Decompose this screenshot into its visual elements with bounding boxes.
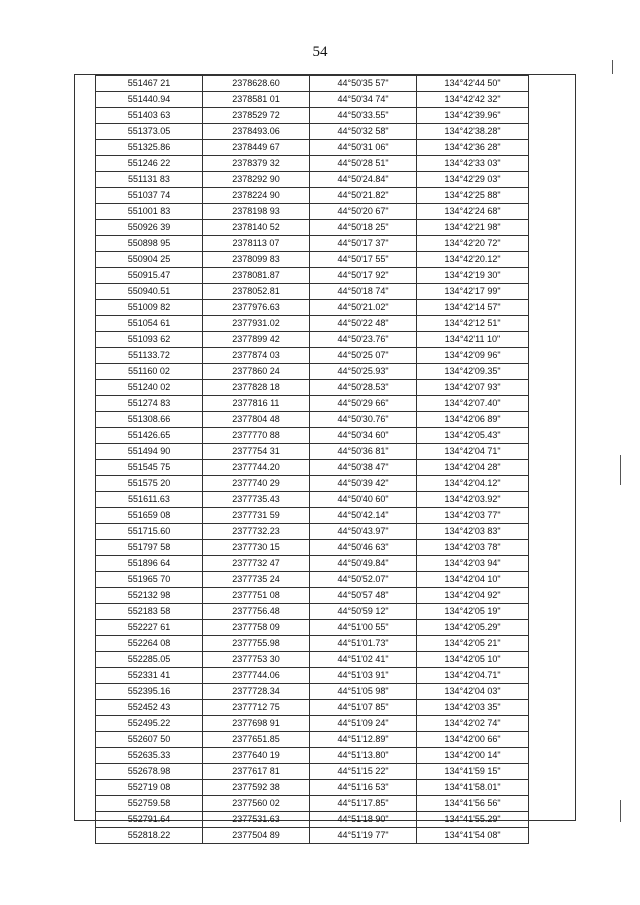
latitude-cell: 44°51'15 22" bbox=[310, 764, 417, 780]
x-coordinate-cell: 551054 61 bbox=[96, 316, 203, 332]
latitude-cell: 44°51'05 98" bbox=[310, 684, 417, 700]
latitude-cell: 44°50'57 48" bbox=[310, 588, 417, 604]
table-row bbox=[96, 204, 529, 220]
longitude-cell: 134°42'04.71" bbox=[417, 668, 529, 684]
table-row bbox=[96, 348, 529, 364]
x-coordinate-cell: 551274 83 bbox=[96, 396, 203, 412]
latitude-cell: 44°50'32 58" bbox=[310, 124, 417, 140]
table-row bbox=[96, 380, 529, 396]
longitude-cell: 134°42'00 66" bbox=[417, 732, 529, 748]
table-row bbox=[96, 748, 529, 764]
y-coordinate-cell: 2378099 83 bbox=[203, 252, 310, 268]
y-coordinate-cell: 2377804 48 bbox=[203, 412, 310, 428]
latitude-cell: 44°50'43.97" bbox=[310, 524, 417, 540]
y-coordinate-cell: 2377560 02 bbox=[203, 796, 310, 812]
x-coordinate-cell: 552395.16 bbox=[96, 684, 203, 700]
y-coordinate-cell: 2378628.60 bbox=[203, 76, 310, 92]
longitude-cell: 134°42'04 71" bbox=[417, 444, 529, 460]
x-coordinate-cell: 552331 41 bbox=[96, 668, 203, 684]
y-coordinate-cell: 2377899 42 bbox=[203, 332, 310, 348]
table-row bbox=[96, 220, 529, 236]
y-coordinate-cell: 2377828 18 bbox=[203, 380, 310, 396]
coordinate-table-body bbox=[96, 76, 529, 844]
table-row bbox=[96, 604, 529, 620]
latitude-cell: 44°50'31 06" bbox=[310, 140, 417, 156]
table-row bbox=[96, 476, 529, 492]
y-coordinate-cell: 2378052.81 bbox=[203, 284, 310, 300]
longitude-cell: 134°42'05.29" bbox=[417, 620, 529, 636]
longitude-cell: 134°42'19 30" bbox=[417, 268, 529, 284]
x-coordinate-cell: 551659 08 bbox=[96, 508, 203, 524]
longitude-cell: 134°42'21 98" bbox=[417, 220, 529, 236]
y-coordinate-cell: 2377732.23 bbox=[203, 524, 310, 540]
y-coordinate-cell: 2377617 81 bbox=[203, 764, 310, 780]
x-coordinate-cell: 552183 58 bbox=[96, 604, 203, 620]
x-coordinate-cell: 552759.58 bbox=[96, 796, 203, 812]
x-coordinate-cell: 552678.98 bbox=[96, 764, 203, 780]
latitude-cell: 44°50'38 47" bbox=[310, 460, 417, 476]
latitude-cell: 44°50'49.84" bbox=[310, 556, 417, 572]
y-coordinate-cell: 2377735.43 bbox=[203, 492, 310, 508]
longitude-cell: 134°42'09.35" bbox=[417, 364, 529, 380]
x-coordinate-cell: 552227 61 bbox=[96, 620, 203, 636]
table-row bbox=[96, 636, 529, 652]
table-row bbox=[96, 428, 529, 444]
latitude-cell: 44°50'35 57" bbox=[310, 76, 417, 92]
y-coordinate-cell: 2377592 38 bbox=[203, 780, 310, 796]
y-coordinate-cell: 2377931.02 bbox=[203, 316, 310, 332]
x-coordinate-cell: 550898 95 bbox=[96, 236, 203, 252]
x-coordinate-cell: 551093 62 bbox=[96, 332, 203, 348]
longitude-cell: 134°42'03 77" bbox=[417, 508, 529, 524]
table-row bbox=[96, 620, 529, 636]
table-row bbox=[96, 700, 529, 716]
x-coordinate-cell: 552264 08 bbox=[96, 636, 203, 652]
x-coordinate-cell: 552495.22 bbox=[96, 716, 203, 732]
x-coordinate-cell: 551373.05 bbox=[96, 124, 203, 140]
x-coordinate-cell: 551131 83 bbox=[96, 172, 203, 188]
latitude-cell: 44°50'34 60" bbox=[310, 428, 417, 444]
margin-mark bbox=[620, 800, 621, 822]
table-row bbox=[96, 332, 529, 348]
x-coordinate-cell: 550915.47 bbox=[96, 268, 203, 284]
table-row bbox=[96, 812, 529, 828]
longitude-cell: 134°42'36 28" bbox=[417, 140, 529, 156]
y-coordinate-cell: 2377755.98 bbox=[203, 636, 310, 652]
longitude-cell: 134°42'24 68" bbox=[417, 204, 529, 220]
y-coordinate-cell: 2377698 91 bbox=[203, 716, 310, 732]
table-row bbox=[96, 444, 529, 460]
y-coordinate-cell: 2377976.63 bbox=[203, 300, 310, 316]
longitude-cell: 134°42'14 57" bbox=[417, 300, 529, 316]
x-coordinate-cell: 551467 21 bbox=[96, 76, 203, 92]
y-coordinate-cell: 2377531.63 bbox=[203, 812, 310, 828]
longitude-cell: 134°42'06 89" bbox=[417, 412, 529, 428]
latitude-cell: 44°50'28.53" bbox=[310, 380, 417, 396]
table-row bbox=[96, 108, 529, 124]
latitude-cell: 44°51'00 55" bbox=[310, 620, 417, 636]
longitude-cell: 134°42'33 03" bbox=[417, 156, 529, 172]
table-row bbox=[96, 588, 529, 604]
x-coordinate-cell: 552635.33 bbox=[96, 748, 203, 764]
longitude-cell: 134°42'38.28" bbox=[417, 124, 529, 140]
longitude-cell: 134°42'04 28" bbox=[417, 460, 529, 476]
x-coordinate-cell: 551325.86 bbox=[96, 140, 203, 156]
longitude-cell: 134°42'20.12" bbox=[417, 252, 529, 268]
latitude-cell: 44°50'18 74" bbox=[310, 284, 417, 300]
longitude-cell: 134°42'44 50" bbox=[417, 76, 529, 92]
table-row bbox=[96, 556, 529, 572]
latitude-cell: 44°50'36 81" bbox=[310, 444, 417, 460]
table-row bbox=[96, 508, 529, 524]
latitude-cell: 44°50'52.07" bbox=[310, 572, 417, 588]
table-row bbox=[96, 268, 529, 284]
margin-mark bbox=[620, 455, 621, 485]
longitude-cell: 134°42'07 93" bbox=[417, 380, 529, 396]
latitude-cell: 44°51'01.73" bbox=[310, 636, 417, 652]
x-coordinate-cell: 551246 22 bbox=[96, 156, 203, 172]
latitude-cell: 44°51'12.89" bbox=[310, 732, 417, 748]
longitude-cell: 134°41'59 15" bbox=[417, 764, 529, 780]
x-coordinate-cell: 551426.65 bbox=[96, 428, 203, 444]
table-row bbox=[96, 252, 529, 268]
table-row bbox=[96, 652, 529, 668]
table-right-rule bbox=[528, 75, 529, 820]
table-row bbox=[96, 284, 529, 300]
table-row bbox=[96, 92, 529, 108]
y-coordinate-cell: 2377728.34 bbox=[203, 684, 310, 700]
x-coordinate-cell: 550926 39 bbox=[96, 220, 203, 236]
longitude-cell: 134°42'07.40" bbox=[417, 396, 529, 412]
table-row bbox=[96, 140, 529, 156]
table-row bbox=[96, 796, 529, 812]
table-row bbox=[96, 732, 529, 748]
latitude-cell: 44°50'21.82" bbox=[310, 188, 417, 204]
longitude-cell: 134°42'09 96" bbox=[417, 348, 529, 364]
longitude-cell: 134°42'04 92" bbox=[417, 588, 529, 604]
y-coordinate-cell: 2378081.87 bbox=[203, 268, 310, 284]
x-coordinate-cell: 551037 74 bbox=[96, 188, 203, 204]
table-row bbox=[96, 540, 529, 556]
y-coordinate-cell: 2378379 32 bbox=[203, 156, 310, 172]
table-row bbox=[96, 316, 529, 332]
coordinate-table bbox=[95, 75, 529, 844]
longitude-cell: 134°42'05 21" bbox=[417, 636, 529, 652]
longitude-cell: 134°42'05 10" bbox=[417, 652, 529, 668]
y-coordinate-cell: 2378493.06 bbox=[203, 124, 310, 140]
page-number: 54 bbox=[312, 44, 328, 60]
y-coordinate-cell: 2377735 24 bbox=[203, 572, 310, 588]
longitude-cell: 134°42'00 14" bbox=[417, 748, 529, 764]
y-coordinate-cell: 2377816 11 bbox=[203, 396, 310, 412]
table-row bbox=[96, 492, 529, 508]
longitude-cell: 134°42'12 51" bbox=[417, 316, 529, 332]
y-coordinate-cell: 2377754 31 bbox=[203, 444, 310, 460]
x-coordinate-cell: 551545 75 bbox=[96, 460, 203, 476]
longitude-cell: 134°42'05 19" bbox=[417, 604, 529, 620]
table-row bbox=[96, 780, 529, 796]
latitude-cell: 44°50'21.02" bbox=[310, 300, 417, 316]
latitude-cell: 44°50'20 67" bbox=[310, 204, 417, 220]
latitude-cell: 44°50'23.76" bbox=[310, 332, 417, 348]
latitude-cell: 44°50'17 37" bbox=[310, 236, 417, 252]
table-row bbox=[96, 124, 529, 140]
x-coordinate-cell: 551009 82 bbox=[96, 300, 203, 316]
y-coordinate-cell: 2377860 24 bbox=[203, 364, 310, 380]
longitude-cell: 134°42'11 10" bbox=[417, 332, 529, 348]
longitude-cell: 134°42'39.96" bbox=[417, 108, 529, 124]
x-coordinate-cell: 551494 90 bbox=[96, 444, 203, 460]
x-coordinate-cell: 552607 50 bbox=[96, 732, 203, 748]
table-row bbox=[96, 300, 529, 316]
longitude-cell: 134°41'56 56" bbox=[417, 796, 529, 812]
y-coordinate-cell: 2378198 93 bbox=[203, 204, 310, 220]
x-coordinate-cell: 551403 63 bbox=[96, 108, 203, 124]
y-coordinate-cell: 2378140 52 bbox=[203, 220, 310, 236]
table-row bbox=[96, 236, 529, 252]
latitude-cell: 44°51'16 53" bbox=[310, 780, 417, 796]
x-coordinate-cell: 551001 83 bbox=[96, 204, 203, 220]
x-coordinate-cell: 552285.05 bbox=[96, 652, 203, 668]
table-row bbox=[96, 172, 529, 188]
table-row bbox=[96, 684, 529, 700]
latitude-cell: 44°51'18 90" bbox=[310, 812, 417, 828]
table-row bbox=[96, 76, 529, 92]
x-coordinate-cell: 552132 98 bbox=[96, 588, 203, 604]
table-row bbox=[96, 572, 529, 588]
table-row bbox=[96, 716, 529, 732]
longitude-cell: 134°41'58.01" bbox=[417, 780, 529, 796]
longitude-cell: 134°42'03 35" bbox=[417, 700, 529, 716]
y-coordinate-cell: 2377504 89 bbox=[203, 828, 310, 844]
table-row bbox=[96, 668, 529, 684]
x-coordinate-cell: 551965 70 bbox=[96, 572, 203, 588]
x-coordinate-cell: 551133.72 bbox=[96, 348, 203, 364]
y-coordinate-cell: 2378449 67 bbox=[203, 140, 310, 156]
x-coordinate-cell: 550904 25 bbox=[96, 252, 203, 268]
y-coordinate-cell: 2377874 03 bbox=[203, 348, 310, 364]
longitude-cell: 134°42'03 83" bbox=[417, 524, 529, 540]
x-coordinate-cell: 551440.94 bbox=[96, 92, 203, 108]
y-coordinate-cell: 2378581 01 bbox=[203, 92, 310, 108]
y-coordinate-cell: 2378224 90 bbox=[203, 188, 310, 204]
y-coordinate-cell: 2377712 75 bbox=[203, 700, 310, 716]
y-coordinate-cell: 2377758 09 bbox=[203, 620, 310, 636]
latitude-cell: 44°51'09 24" bbox=[310, 716, 417, 732]
longitude-cell: 134°42'03 78" bbox=[417, 540, 529, 556]
y-coordinate-cell: 2377751 08 bbox=[203, 588, 310, 604]
longitude-cell: 134°42'03 94" bbox=[417, 556, 529, 572]
longitude-cell: 134°41'55.29" bbox=[417, 812, 529, 828]
latitude-cell: 44°50'25.93" bbox=[310, 364, 417, 380]
longitude-cell: 134°42'04 03" bbox=[417, 684, 529, 700]
coordinate-table-frame bbox=[74, 74, 576, 840]
longitude-cell: 134°42'04 10" bbox=[417, 572, 529, 588]
x-coordinate-cell: 551575 20 bbox=[96, 476, 203, 492]
y-coordinate-cell: 2378529 72 bbox=[203, 108, 310, 124]
x-coordinate-cell: 552719 08 bbox=[96, 780, 203, 796]
latitude-cell: 44°50'34 74" bbox=[310, 92, 417, 108]
y-coordinate-cell: 2377740 29 bbox=[203, 476, 310, 492]
latitude-cell: 44°50'22 48" bbox=[310, 316, 417, 332]
x-coordinate-cell: 551308.66 bbox=[96, 412, 203, 428]
x-coordinate-cell: 551797 58 bbox=[96, 540, 203, 556]
x-coordinate-cell: 551715.60 bbox=[96, 524, 203, 540]
longitude-cell: 134°42'25 88" bbox=[417, 188, 529, 204]
y-coordinate-cell: 2377744.06 bbox=[203, 668, 310, 684]
latitude-cell: 44°50'28 51" bbox=[310, 156, 417, 172]
latitude-cell: 44°51'07 85" bbox=[310, 700, 417, 716]
table-row bbox=[96, 460, 529, 476]
longitude-cell: 134°42'17 99" bbox=[417, 284, 529, 300]
latitude-cell: 44°50'30.76" bbox=[310, 412, 417, 428]
y-coordinate-cell: 2377640 19 bbox=[203, 748, 310, 764]
longitude-cell: 134°42'05.43" bbox=[417, 428, 529, 444]
table-row bbox=[96, 188, 529, 204]
latitude-cell: 44°50'24.84" bbox=[310, 172, 417, 188]
y-coordinate-cell: 2378292 90 bbox=[203, 172, 310, 188]
latitude-cell: 44°50'17 55" bbox=[310, 252, 417, 268]
latitude-cell: 44°50'42.14" bbox=[310, 508, 417, 524]
longitude-cell: 134°41'54 08" bbox=[417, 828, 529, 844]
latitude-cell: 44°50'18 25" bbox=[310, 220, 417, 236]
y-coordinate-cell: 2377744.20 bbox=[203, 460, 310, 476]
x-coordinate-cell: 551160 02 bbox=[96, 364, 203, 380]
y-coordinate-cell: 2377770 88 bbox=[203, 428, 310, 444]
latitude-cell: 44°50'29 66" bbox=[310, 396, 417, 412]
y-coordinate-cell: 2377732 47 bbox=[203, 556, 310, 572]
longitude-cell: 134°42'02 74" bbox=[417, 716, 529, 732]
x-coordinate-cell: 552791.64 bbox=[96, 812, 203, 828]
latitude-cell: 44°50'40 60" bbox=[310, 492, 417, 508]
longitude-cell: 134°42'04.12" bbox=[417, 476, 529, 492]
x-coordinate-cell: 551240 02 bbox=[96, 380, 203, 396]
latitude-cell: 44°50'39 42" bbox=[310, 476, 417, 492]
latitude-cell: 44°51'19 77" bbox=[310, 828, 417, 844]
margin-mark bbox=[612, 60, 613, 74]
longitude-cell: 134°42'29 03" bbox=[417, 172, 529, 188]
latitude-cell: 44°50'25 07" bbox=[310, 348, 417, 364]
table-row bbox=[96, 396, 529, 412]
longitude-cell: 134°42'03.92" bbox=[417, 492, 529, 508]
latitude-cell: 44°51'17.85" bbox=[310, 796, 417, 812]
latitude-cell: 44°50'59 12" bbox=[310, 604, 417, 620]
latitude-cell: 44°51'13.80" bbox=[310, 748, 417, 764]
table-row bbox=[96, 156, 529, 172]
longitude-cell: 134°42'42 32" bbox=[417, 92, 529, 108]
y-coordinate-cell: 2377756.48 bbox=[203, 604, 310, 620]
x-coordinate-cell: 550940.51 bbox=[96, 284, 203, 300]
longitude-cell: 134°42'20 72" bbox=[417, 236, 529, 252]
y-coordinate-cell: 2377651.85 bbox=[203, 732, 310, 748]
latitude-cell: 44°50'33.55" bbox=[310, 108, 417, 124]
table-row bbox=[96, 828, 529, 844]
table-row bbox=[96, 524, 529, 540]
y-coordinate-cell: 2377753 30 bbox=[203, 652, 310, 668]
latitude-cell: 44°51'02 41" bbox=[310, 652, 417, 668]
latitude-cell: 44°50'17 92" bbox=[310, 268, 417, 284]
x-coordinate-cell: 551896 64 bbox=[96, 556, 203, 572]
table-row bbox=[96, 412, 529, 428]
y-coordinate-cell: 2377730 15 bbox=[203, 540, 310, 556]
y-coordinate-cell: 2378113 07 bbox=[203, 236, 310, 252]
y-coordinate-cell: 2377731 59 bbox=[203, 508, 310, 524]
x-coordinate-cell: 552818.22 bbox=[96, 828, 203, 844]
table-row bbox=[96, 764, 529, 780]
latitude-cell: 44°51'03 91" bbox=[310, 668, 417, 684]
latitude-cell: 44°50'46 63" bbox=[310, 540, 417, 556]
x-coordinate-cell: 552452 43 bbox=[96, 700, 203, 716]
table-row bbox=[96, 364, 529, 380]
x-coordinate-cell: 551611.63 bbox=[96, 492, 203, 508]
